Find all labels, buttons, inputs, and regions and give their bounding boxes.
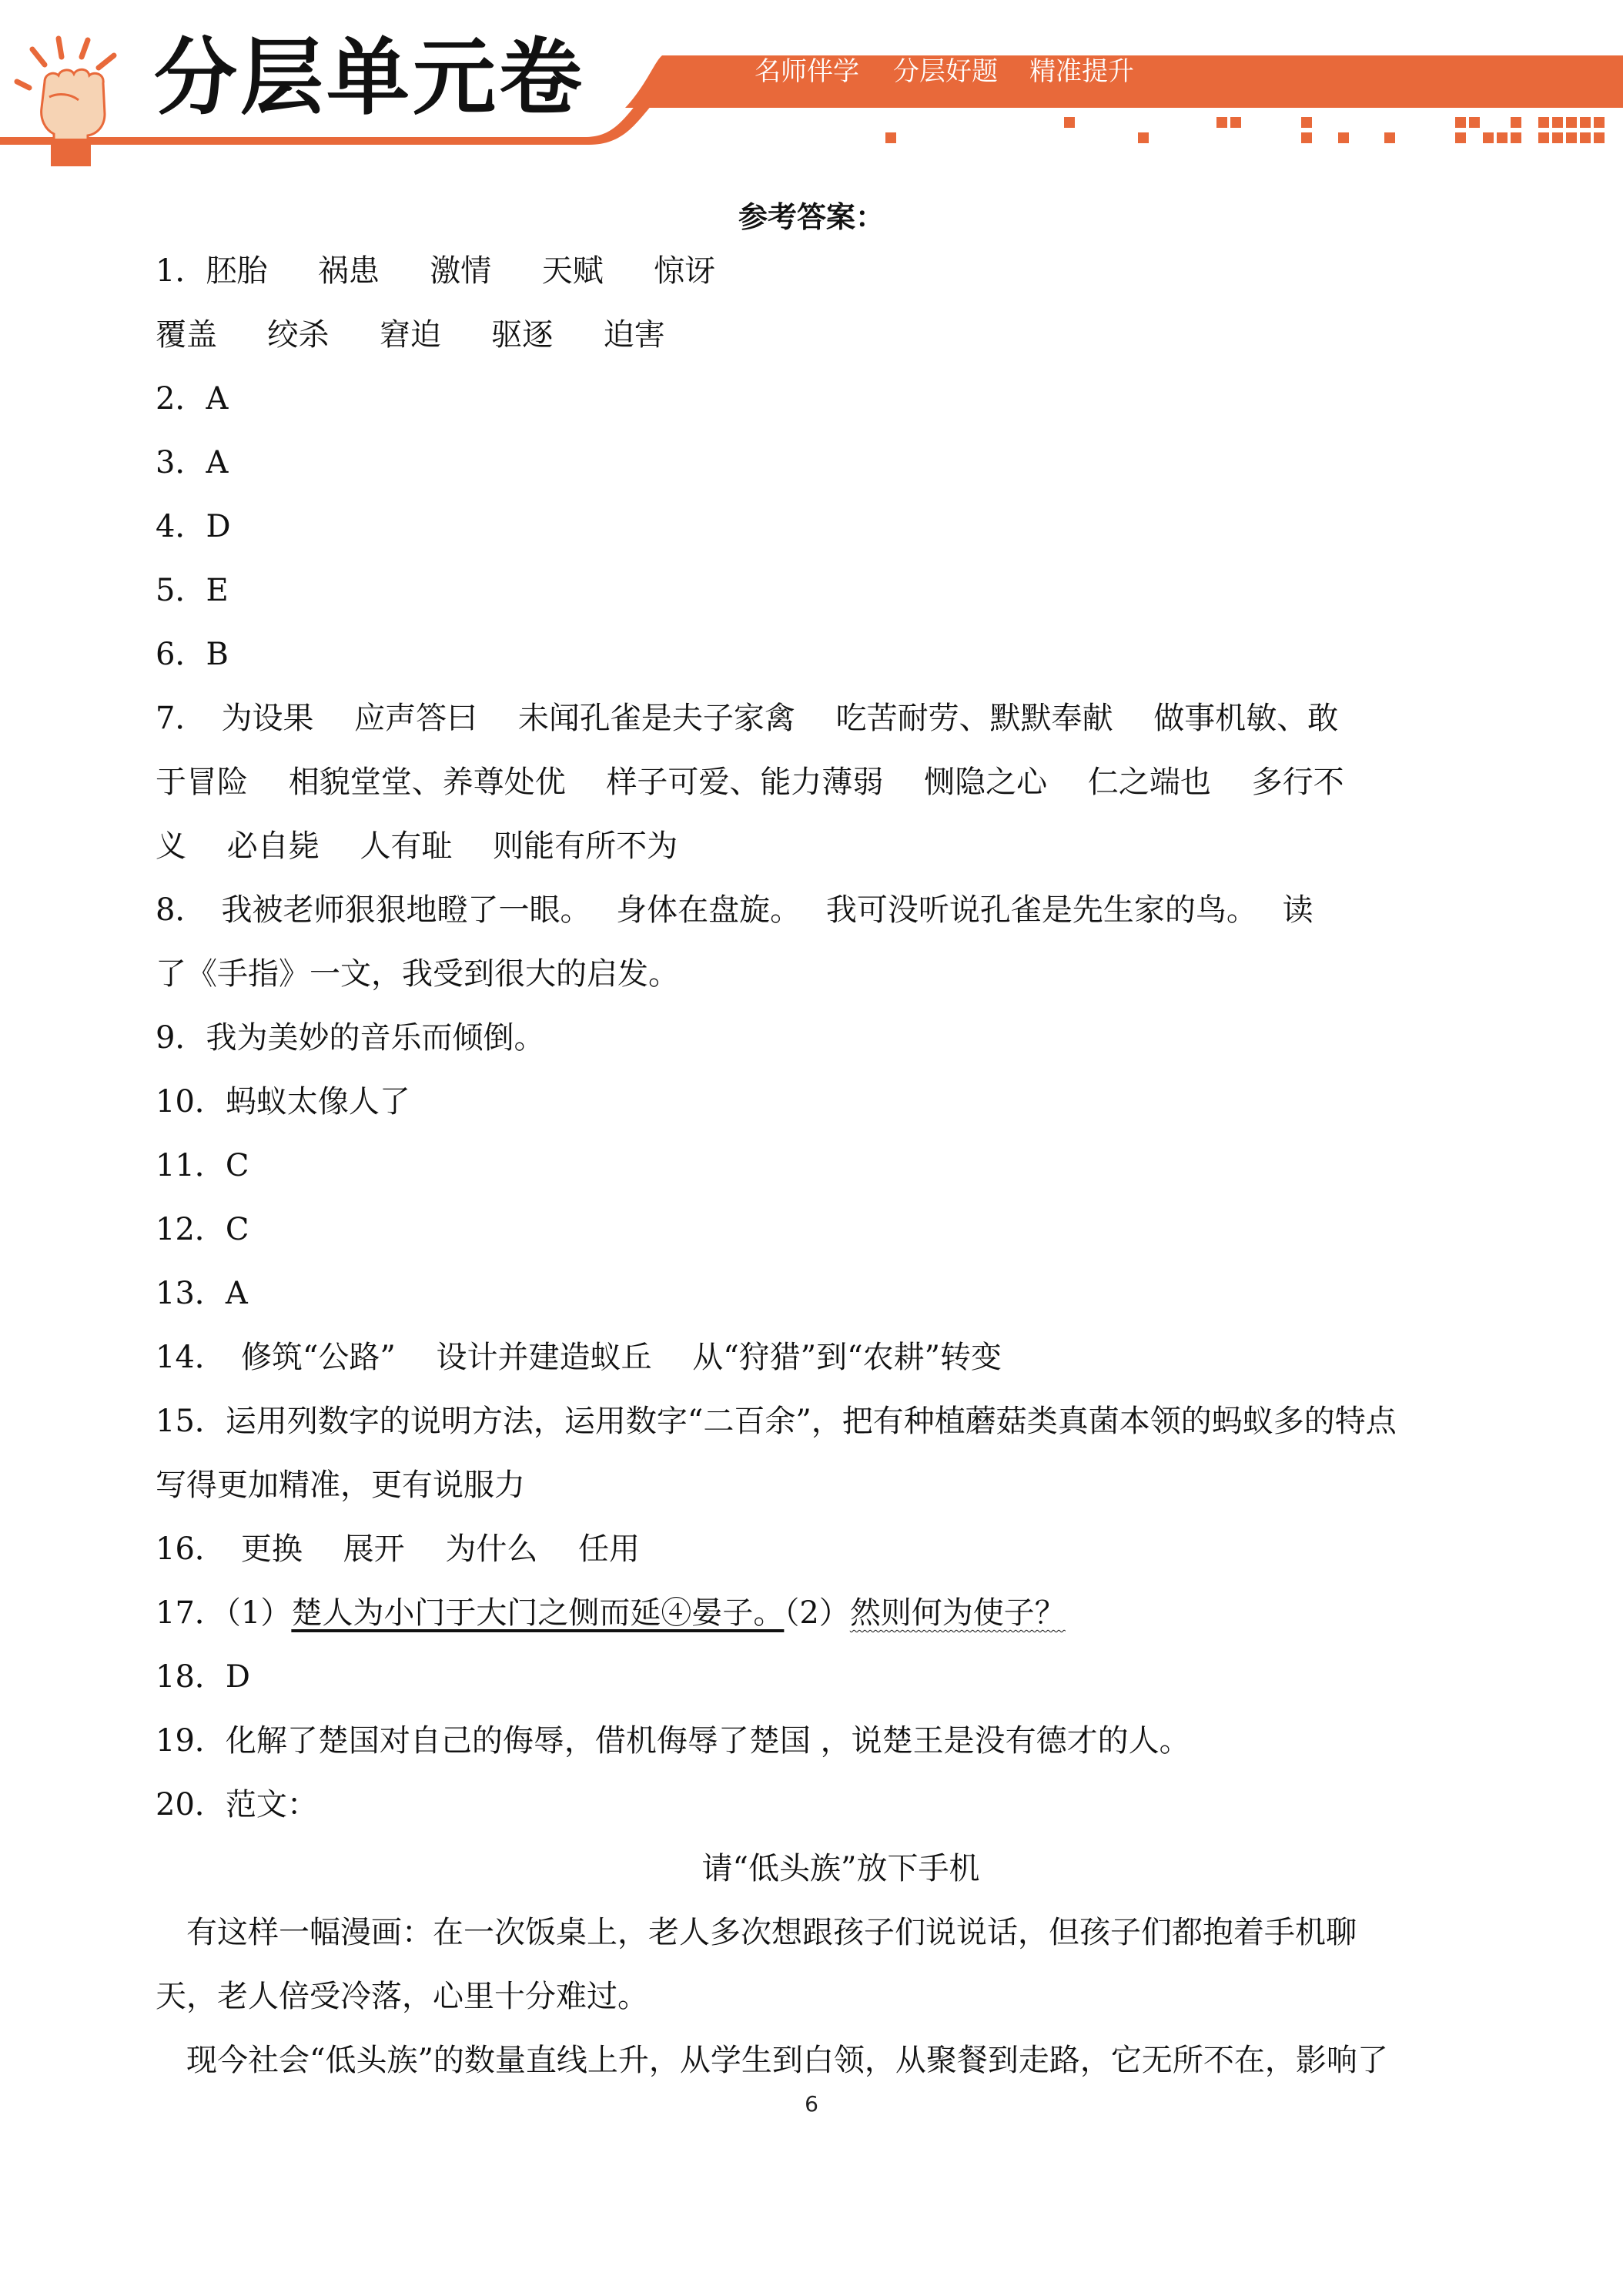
raised-fist-icon [14,34,145,169]
answer-line: 4．D [156,509,231,544]
answer-line: 3．A [156,445,229,480]
answer-line-17 [156,1593,1066,1633]
q17-sentence-2: 然则何为使子？ [849,1595,1066,1631]
essay-line: 天，老人倍受冷落，心里十分难过。 [156,1979,648,2014]
answer-line: 12．C [156,1212,249,1247]
essay-title: 请“低头族”放下手机 [701,1851,980,1886]
answer-line: 20．范文： [156,1787,318,1822]
answer-line: 了《手指》一文，我受到很大的启发。 [156,956,679,992]
series-title: 分层单元卷 [154,30,586,126]
answer-line: 1．胚胎 祸患 激情 天赋 惊讶 [156,253,716,289]
answer-line: 15．运用列数字的说明方法，运用数字“二百余”，把有种植蘑菇类真菌本领的蚂蚁多的特点 [156,1404,1397,1439]
slogan-precise-improvement: 精准提升 [1029,56,1134,87]
answer-line: 19．化解了楚国对自己的侮辱，借机侮辱了楚国 ，说楚王是没有德才的人。 [156,1723,1190,1759]
q17-sentence-1: 楚人为小门于大门之侧而延④晏子。 [291,1595,785,1631]
answer-line: 义 必自毙 人有耻 则能有所不为 [156,828,678,864]
answer-line: 10．蚂蚁太像人了 [156,1084,410,1120]
answer-line: 7． 为设果 应声答曰 未闻孔雀是夫子家禽 吃苦耐劳、默默奉献 做事机敏、敢 [156,701,1339,736]
essay-line: 有这样一幅漫画：在一次饭桌上，老人多次想跟孩子们说说话，但孩子们都抱着手机聊 [156,1915,1357,1950]
answer-line: 11．C [156,1148,249,1183]
answer-line: 14． 修筑“公路” 设计并建造蚁丘 从“狩猎”到“农耕”转变 [156,1340,1002,1375]
q17-prefix: 17．（1） [156,1595,292,1631]
q17-mid: （2） [784,1595,850,1631]
answer-line: 18．D [156,1659,250,1695]
answer-line: 13．A [156,1276,248,1311]
answer-line: 覆盖 绞杀 窘迫 驱逐 迫害 [156,317,665,353]
page-number: 6 [805,2091,818,2117]
answer-line: 写得更加精准，更有说服力 [156,1468,525,1503]
answer-line: 6．B [156,637,229,672]
slogan-layered-questions: 分层好题 [893,56,998,87]
answer-line: 9．我为美妙的音乐而倾倒。 [156,1020,545,1056]
slogan-famous-teacher: 名师伴学 [755,56,859,87]
answer-line: 16． 更换 展开 为什么 任用 [156,1531,641,1567]
essay-line: 现今社会“低头族”的数量直线上升，从学生到白领，从聚餐到走路，它无所不在，影响了 [156,2043,1388,2078]
answer-line: 于冒险 相貌堂堂、养尊处优 样子可爱、能力薄弱 恻隐之心 仁之端也 多行不 [156,765,1344,800]
answer-line: 5．E [156,573,229,608]
answer-line: 2．A [156,381,229,417]
answer-line: 8． 我被老师狠狠地瞪了一眼。 身体在盘旋。 我可没听说孔雀是先生家的鸟。 读 [156,892,1313,928]
page-header [0,0,1623,177]
answer-key-heading: 参考答案： [738,199,885,234]
